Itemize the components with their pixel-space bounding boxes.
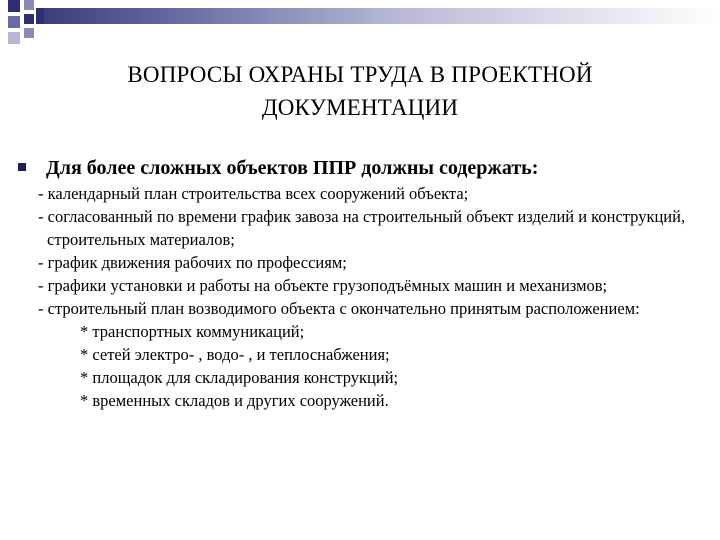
- square-bullet-icon: [18, 163, 26, 171]
- bullet-heading: Для более сложных объектов ППР должны содержать:: [46, 157, 539, 179]
- slide-title: [40, 58, 680, 124]
- sub-list-item: * транспортных коммуникаций;: [80, 322, 305, 341]
- corner-square-3: [36, 8, 44, 24]
- content-list: [38, 182, 688, 412]
- list-item: - согласованный по времени график завоза на строительный объект изделий и конструкций, строительных материалов;: [38, 207, 686, 249]
- list-item: - календарный план строительства всех сооружений объекта;: [38, 184, 469, 203]
- corner-square-5: [24, 14, 34, 24]
- list-item: - графики установки и работы на объекте грузоподъёмных машин и механизмов;: [38, 276, 608, 295]
- header-gradient-bar: [0, 8, 720, 24]
- sub-list-item: * временных складов и других сооружений.: [80, 391, 389, 410]
- corner-square-2: [24, 0, 34, 10]
- corner-square-1: [8, 0, 20, 12]
- list-item: - строительный план возводимого объекта с окончательно принятым расположением:: [38, 299, 640, 318]
- main-bullet: [18, 155, 708, 181]
- sub-list-item: * сетей электро- , водо- , и теплоснабжения;: [80, 345, 390, 364]
- title-line-2: ДОКУМЕНТАЦИИ: [261, 95, 459, 120]
- list-item: - график движения рабочих по профессиям;: [38, 253, 347, 272]
- sub-list-item: * площадок для складирования конструкций;: [80, 368, 399, 387]
- decorative-header: [0, 0, 720, 60]
- corner-square-7: [24, 28, 34, 38]
- corner-square-4: [8, 16, 20, 28]
- corner-square-6: [8, 32, 20, 44]
- title-line-1: ВОПРОСЫ ОХРАНЫ ТРУДА В ПРОЕКТНОЙ: [127, 62, 593, 87]
